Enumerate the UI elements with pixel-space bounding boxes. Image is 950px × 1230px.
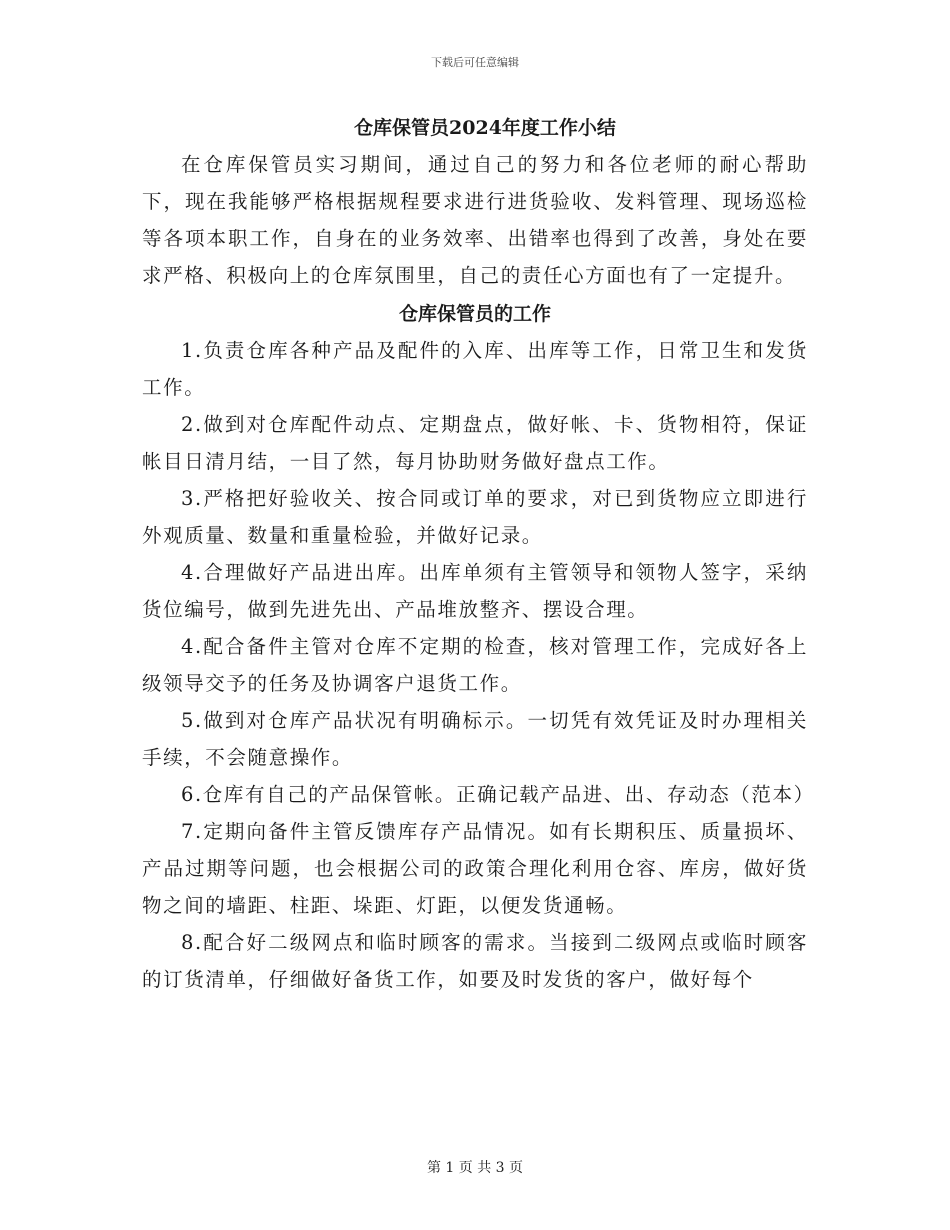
list-item: 5.做到对仓库产品状况有明确标示。一切凭有效凭证及时办理相关手续，不会随意操作。 bbox=[142, 709, 808, 769]
document-title: 仓库保管员2024年度工作小结 bbox=[354, 117, 616, 139]
list-item: 4.合理做好产品进出库。出库单须有主管领导和领物人签字，采纳货位编号，做到先进先出、产品堆放整齐、摆设合理。 bbox=[142, 561, 808, 621]
document-body bbox=[142, 110, 815, 998]
page-footer: 第 1 页 共 3 页 bbox=[426, 1160, 524, 1176]
section-title: 仓库保管员的工作 bbox=[398, 303, 551, 325]
list-item: 2.做到对仓库配件动点、定期盘点，做好帐、卡、货物相符，保证帐目日清月结，一目了然，每月协助财务做好盘点工作。 bbox=[142, 413, 808, 473]
list-item: 7.定期向备件主管反馈库存产品情况。如有长期积压、质量损坏、产品过期等问题，也会根据公司的政策合理化利用仓容、库房，做好货物之间的墙距、柱距、垛距、灯距，以便发货通畅。 bbox=[142, 820, 808, 917]
list-item: 8.配合好二级网点和临时顾客的需求。当接到二级网点或临时顾客的订货清单，仔细做好备货工作，如要及时发货的客户，做好每个 bbox=[142, 931, 808, 991]
list-item: 6.仓库有自己的产品保管帐。正确记载产品进、出、存动态（范本） bbox=[181, 783, 815, 806]
list-item: 4.配合备件主管对仓库不定期的检查，核对管理工作，完成好各上级领导交予的任务及协调客户退货工作。 bbox=[142, 635, 808, 695]
list-item: 3.严格把好验收关、按合同或订单的要求，对已到货物应立即进行外观质量、数量和重量检验，并做好记录。 bbox=[142, 487, 808, 547]
list-item: 1.负责仓库各种产品及配件的入库、出库等工作，日常卫生和发货工作。 bbox=[142, 339, 808, 399]
header-note: 下载后可任意编辑 bbox=[431, 56, 519, 69]
intro-paragraph: 在仓库保管员实习期间，通过自己的努力和各位老师的耐心帮助下，现在我能够严格根据规程要求进行进货验收、发料管理、现场巡检等各项本职工作，自身在的业务效率、出错率也得到了改善，身处在要求严格、积极向上的仓库氛围里，自己的责任心方面也有了一定提升。 bbox=[142, 153, 808, 287]
